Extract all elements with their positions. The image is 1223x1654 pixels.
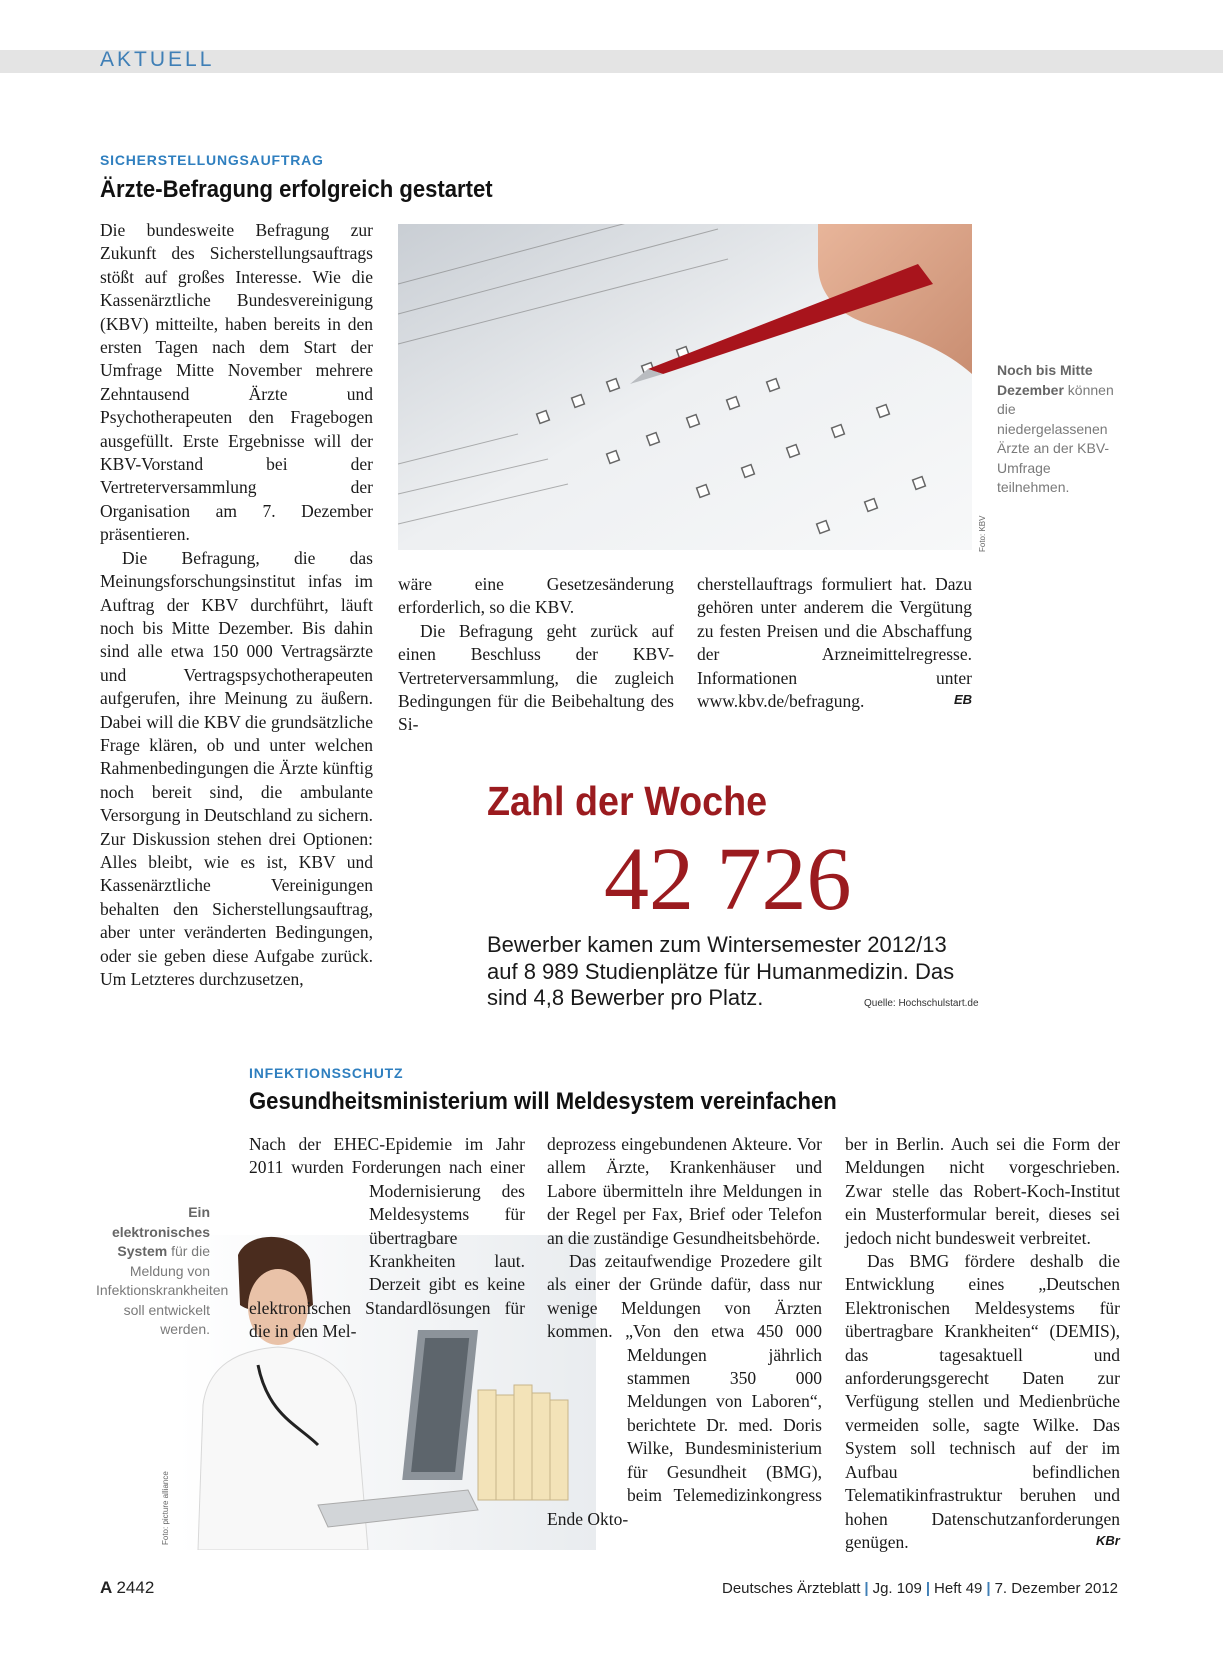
article2-paragraph: Das zeitaufwendige Prozedere gilt als einer der Gründe dafür, dass nur wenige Meldungen von Ärzten kommen. „Von den etwa 450 000 Meldungen jährlich stammen 350 000 Meldungen von Laboren“, berichtete Dr. med. Doris Wilke, Bundesministerium für Gesundheit (BMG), beim Telemedizinkongress Ende Okto- xyxy=(547,1251,822,1529)
article1-paragraph: Die bundesweite Befragung zur Zukunft des Sicherstellungsauftrags stößt auf großes Interesse. Wie die Kassenärztliche Bundesvereinigung (KBV) mitteilte, haben bereits in den ersten Tagen nach dem Start der Umfrage Mitte November mehrere Zehntausend Ärzte und Psychotherapeuten den Fragebogen ausgefüllt. Erste Ergebnisse will der KBV-Vorstand bei der Vertreterversammlung der Organisation am 7. Dezember präsentieren. xyxy=(100,220,373,545)
article1-column-1 xyxy=(100,219,373,991)
article2-paragraph: deprozess eingebundenen Akteure. Vor allem Ärzte, Krankenhäuser und Labore übermitteln ihre Meldungen in der Regel per Fax, Brief oder Telefon an die zuständige Gesundheitsbehörde. xyxy=(547,1134,822,1248)
zahl-der-woche-source: Quelle: Hochschulstart.de xyxy=(864,998,979,1009)
article2-column-2 xyxy=(547,1133,822,1531)
journal-info: Deutsches Ärzteblatt | Jg. 109 | Heft 49 | 7. Dezember 2012 xyxy=(721,1580,1118,1597)
article2-photo-credit: Foto: picture alliance xyxy=(161,1471,170,1545)
page-number-value: 2442 xyxy=(116,1578,155,1597)
article1-paragraph: Die Befragung, die das Meinungsforschungsinstitut infas im Auftrag der KBV durchführt, läuft noch bis Mitte Dezember. Bis dahin sind alle etwa 150 000 Vertragsärzte und Vertragspsychotherapeuten aufgerufen, ihre Meinung zu äußern. Dabei will die KBV die grundsätzliche Frage klären, ob und unter welchen Rahmenbedingungen die Ärzte künftig noch bereit sind, die ambulante Versorgung in Deutschland zu sichern. Zur Diskussion stehen drei Optionen: Alles bleibt, wie es ist, KBV und Kassenärztliche Vereinigungen behalten den Sicherstellungsauftrag, aber unter veränderten Bedingungen, oder sie geben diese Aufgabe zurück. Um Letzteres durchzusetzen, xyxy=(100,547,373,989)
article1-paragraph: Die Befragung geht zurück auf einen Beschluss der KBV-Vertreterversammlung, die zugleich Bedingungen für die Beibehaltung des Si- xyxy=(398,620,674,735)
questionnaire-photo xyxy=(398,224,972,550)
journal-date: 7. Dezember 2012 xyxy=(994,1580,1118,1597)
article2-caption xyxy=(96,1203,229,1340)
article1-paragraph: wäre eine Gesetzesänderung erforderlich, so die KBV. xyxy=(398,574,674,618)
page-prefix: A xyxy=(100,1578,113,1597)
article2-author: KBr xyxy=(1096,1533,1120,1548)
article1-caption xyxy=(997,361,1122,498)
zahl-der-woche-number: 42 726 xyxy=(604,830,852,929)
article2-paragraph: Das BMG fördere deshalb die Entwicklung eines „Deutschen Elektronischen Meldesystems für übertragbare Krankheiten“ (DEMIS), das tagesaktuell und anforderungsgerecht Daten zur Verfügung stellen und Medienbrüche vermeiden solle, sagte Wilke. Das System soll technisch auf der im Aufbau befindlichen Telematikinfrastruktur beruhen und hohen Datenschutzanforderungen genügen. xyxy=(845,1251,1120,1552)
article1-paragraph: cherstellauftrags formuliert hat. Dazu gehören unter anderem die Vergütung zu festen Preisen und die Abschaffung der Arzneimittelregresse. Informationen unter www.kbv.de/befragung. xyxy=(697,574,972,712)
article1-photo-credit: Foto: KBV xyxy=(978,515,987,552)
zahl-der-woche-title: Zahl der Woche xyxy=(487,778,768,824)
page-number xyxy=(100,1578,154,1598)
section-label: AKTUELL xyxy=(100,48,215,71)
journal-volume: Jg. 109 xyxy=(872,1580,922,1597)
article2-kicker: INFEKTIONSSCHUTZ xyxy=(249,1065,404,1081)
article2-headline: Gesundheitsministerium will Meldesystem vereinfachen xyxy=(249,1088,837,1115)
article1-author: EB xyxy=(954,692,973,707)
article1-kicker: SICHERSTELLUNGSAUFTRAG xyxy=(100,152,324,168)
article1-headline: Ärzte-Befragung erfolgreich gestartet xyxy=(100,176,493,203)
article1-column-3 xyxy=(697,573,972,713)
article2-caption-bold: Ein elektronisches System xyxy=(111,1204,210,1259)
article2-paragraph: ber in Berlin. Auch sei die Form der Meldungen nicht vorgeschrieben. Zwar stelle das Robert-Koch-Institut ein Musterformular bereit, dieses sei jedoch nicht bundesweit verbreitet. xyxy=(845,1134,1120,1248)
zahl-der-woche-text: Bewerber kamen zum Wintersemester 2012/13 auf 8 989 Studienplätze für Humanmedizin. Das sind 4,8 Bewerber pro Platz. xyxy=(487,932,955,1010)
journal-name: Deutsches Ärzteblatt xyxy=(721,1580,861,1597)
article1-column-2 xyxy=(398,573,674,737)
article2-caption-text: für die Meldung von Infektionskrankheiten soll entwickelt werden. xyxy=(96,1243,229,1337)
article2-paragraph: Nach der EHEC-Epidemie im Jahr 2011 wurden Forderungen nach einer Modernisierung des Meldesystems für übertragbare Krankheiten laut. Derzeit gibt es keine elektronischen Standardlösungen für die in den Mel- xyxy=(249,1134,525,1342)
article1-caption-bold: Noch bis Mitte Dezember xyxy=(997,362,1093,398)
journal-issue: Heft 49 xyxy=(934,1580,983,1597)
article2-column-3 xyxy=(845,1133,1120,1554)
article1-caption-text: können die niedergelassenen Ärzte an der KBV-Umfrage teilnehmen. xyxy=(997,381,1114,495)
article2-column-1 xyxy=(249,1133,525,1344)
